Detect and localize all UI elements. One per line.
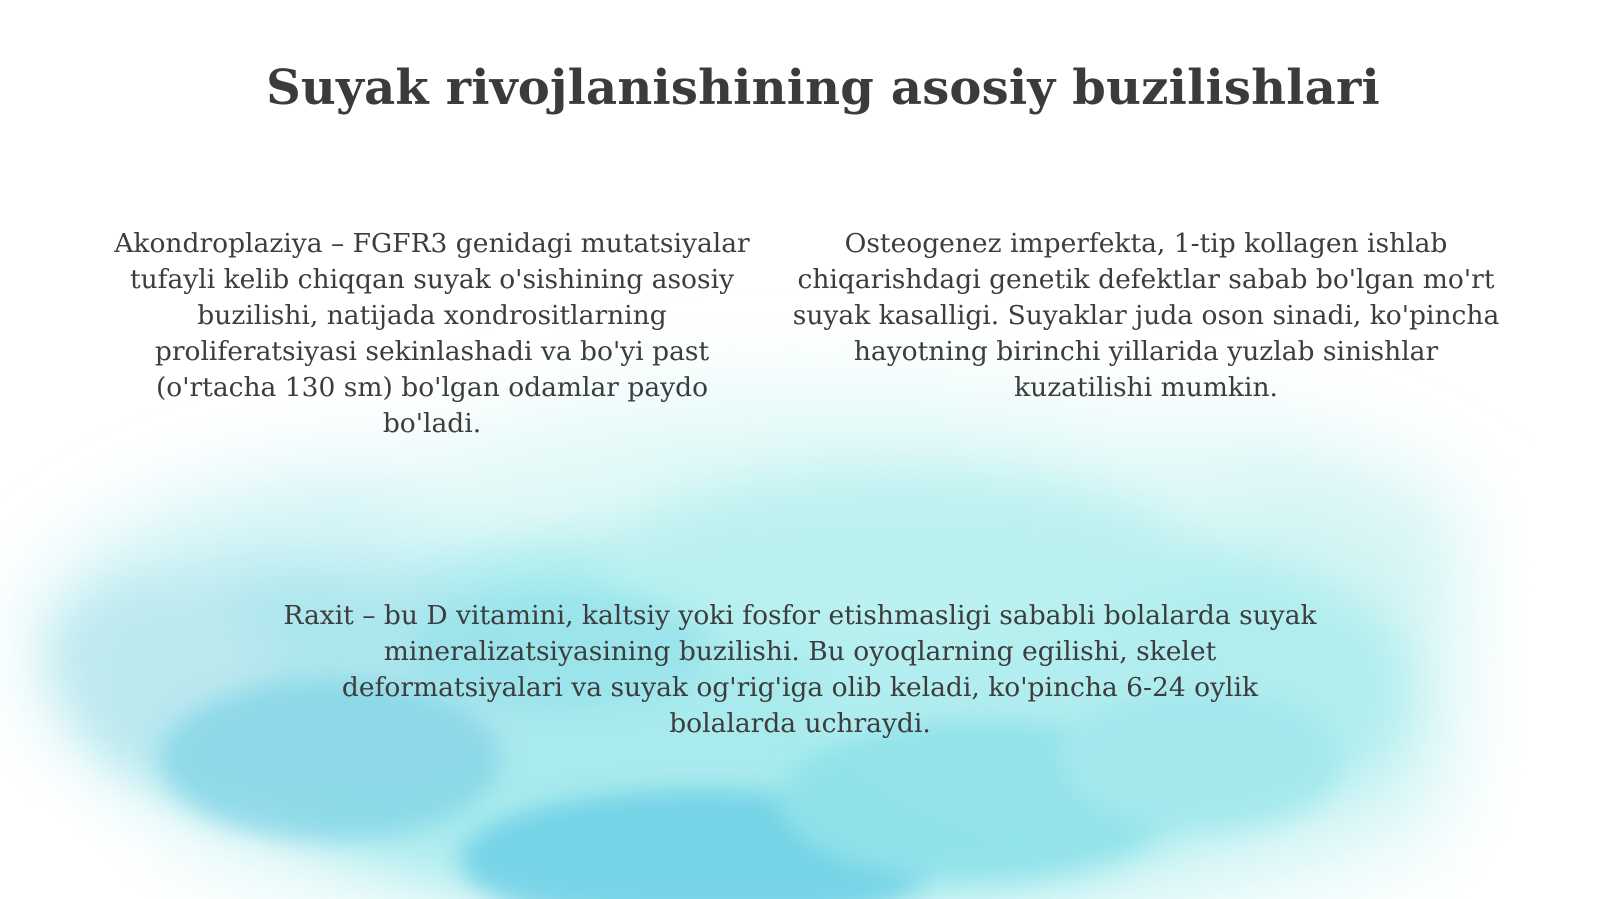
paragraph-osteogenesis-imperfecta: Osteogenez imperfekta, 1-tip kollagen ishlab chiqarishdagi genetik defektlar sabab bo'lgan mo'rt suyak kasalligi. Suyaklar juda oson sinadi, ko'pincha hayotning birinchi yillarida yuzlab sinishlar kuzatilishi mumkin. <box>792 228 1500 403</box>
slide-title: Suyak rivojlanishining asosiy buzilishlari <box>266 60 1380 116</box>
paragraph-achondroplasia: Akondroplaziya – FGFR3 genidagi mutatsiyalar tufayli kelib chiqqan suyak o'sishining asosiy buzilishi, natijada xondrositlarning proliferatsiyasi sekinlashadi va bo'yi past (o'rtacha 130 sm) bo'lgan odamlar paydo bo'ladi. <box>114 228 750 439</box>
paragraph-rickets: Raxit – bu D vitamini, kaltsiy yoki fosfor etishmasligi sababli bolalarda suyak mineralizatsiyasining buzilishi. Bu oyoqlarning egilishi, skelet deformatsiyalari va suyak og'rig'iga olib keladi, ko'pincha 6-24 oylik bolalarda uchraydi. <box>283 600 1317 739</box>
